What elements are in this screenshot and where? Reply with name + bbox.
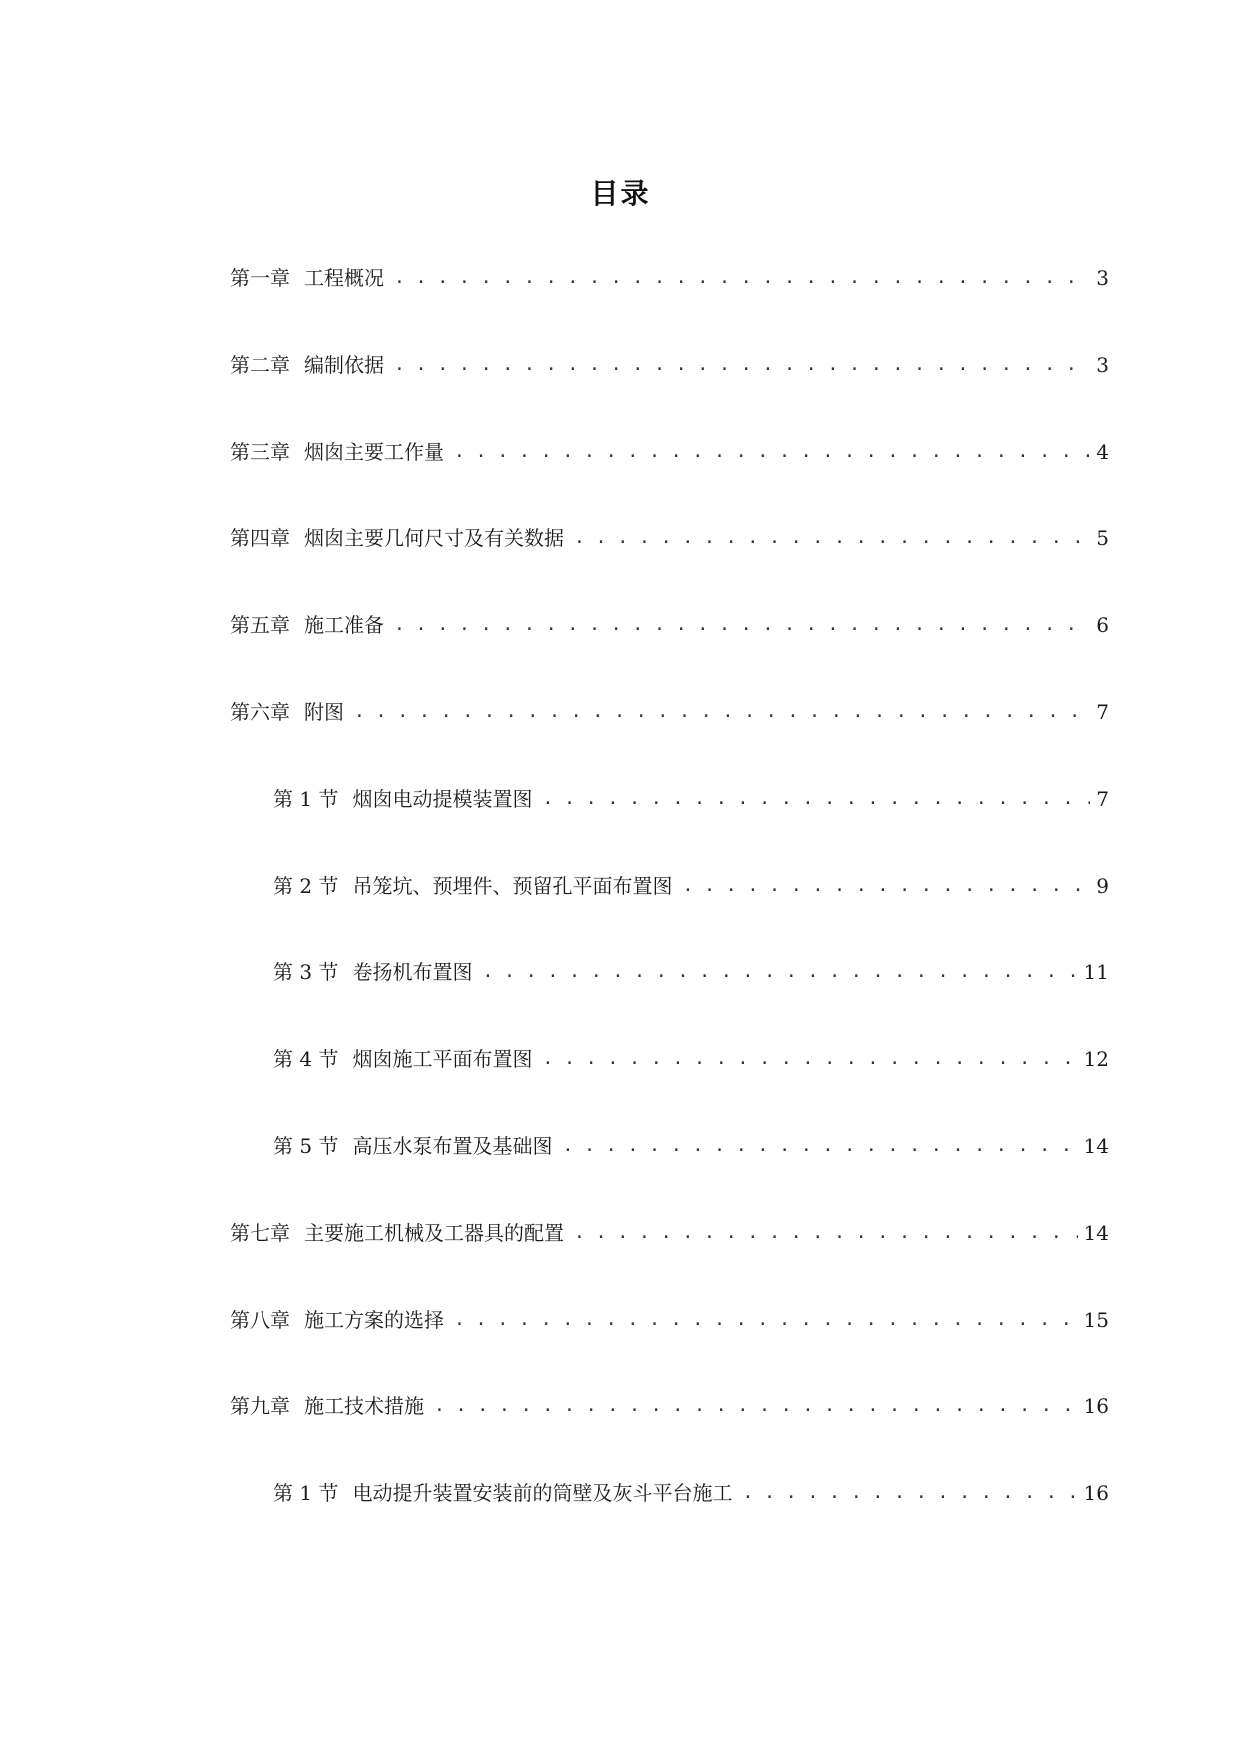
toc-entry-number: 第 5 节 — [273, 1133, 339, 1158]
toc-entry[interactable] — [0, 783, 1241, 870]
toc-entry-number: 第九章 — [230, 1394, 290, 1419]
toc-entry-text: 烟囱施工平面布置图 — [352, 1047, 533, 1072]
toc-entry-page: 14 — [1083, 1133, 1109, 1158]
toc-entry-text: 烟囱主要几何尺寸及有关数据 — [304, 526, 564, 551]
toc-entry[interactable] — [0, 1043, 1241, 1130]
toc-entry-page: 16 — [1083, 1394, 1109, 1419]
toc-entry-page: 9 — [1096, 873, 1109, 898]
toc-entry-page: 14 — [1083, 1220, 1109, 1245]
toc-entry[interactable] — [0, 1477, 1241, 1564]
dot-leader — [574, 1217, 1078, 1249]
toc-entry-text: 烟囱主要工作量 — [304, 439, 444, 464]
toc-list — [0, 262, 1241, 1564]
toc-entry-number: 第六章 — [230, 699, 290, 724]
toc-entry-text: 施工方案的选择 — [304, 1307, 444, 1332]
toc-entry-page: 3 — [1096, 352, 1109, 377]
toc-entry-page: 5 — [1096, 526, 1109, 551]
toc-entry[interactable] — [0, 349, 1241, 436]
dot-leader — [394, 262, 1090, 294]
dot-leader — [542, 783, 1090, 815]
toc-entry-number: 第四章 — [230, 526, 290, 551]
dot-leader — [482, 956, 1077, 988]
toc-entry[interactable] — [0, 1217, 1241, 1304]
toc-entry-number: 第三章 — [230, 439, 290, 464]
toc-entry-number: 第一章 — [230, 266, 290, 290]
toc-title: 目录 — [590, 177, 651, 210]
dot-leader — [454, 436, 1090, 468]
toc-entry-number: 第八章 — [230, 1307, 290, 1332]
toc-entry[interactable] — [0, 1304, 1241, 1391]
dot-leader — [682, 870, 1090, 902]
toc-entry-text: 施工技术措施 — [304, 1394, 424, 1419]
dot-leader — [354, 696, 1090, 728]
toc-entry-page: 6 — [1096, 613, 1109, 638]
toc-entry[interactable] — [0, 609, 1241, 696]
toc-entry-text: 电动提升装置安装前的筒壁及灰斗平台施工 — [352, 1481, 733, 1506]
toc-entry[interactable] — [0, 1130, 1241, 1217]
toc-entry-page: 4 — [1096, 439, 1109, 464]
toc-entry[interactable] — [0, 1390, 1241, 1477]
toc-entry-text: 烟囱电动提模装置图 — [352, 786, 533, 811]
dot-leader — [742, 1477, 1077, 1509]
toc-entry-text: 吊笼坑、预埋件、预留孔平面布置图 — [352, 873, 673, 898]
dot-leader — [394, 349, 1090, 381]
dot-leader — [394, 609, 1090, 641]
toc-entry-page: 7 — [1096, 699, 1109, 724]
toc-entry-text: 高压水泵布置及基础图 — [352, 1133, 553, 1158]
toc-entry-page: 7 — [1096, 786, 1109, 811]
toc-entry-number: 第七章 — [230, 1220, 290, 1245]
dot-leader — [454, 1304, 1078, 1336]
dot-leader — [574, 522, 1090, 554]
toc-entry-number: 第 1 节 — [273, 1481, 339, 1506]
toc-entry-text: 主要施工机械及工器具的配置 — [304, 1220, 564, 1245]
toc-entry-number: 第 1 节 — [273, 786, 339, 811]
toc-entry-page: 3 — [1096, 266, 1109, 290]
toc-entry-number: 第 4 节 — [273, 1047, 339, 1072]
dot-leader — [542, 1043, 1077, 1075]
toc-entry-text: 附图 — [304, 699, 344, 724]
toc-entry-page: 16 — [1083, 1481, 1109, 1506]
toc-entry-page: 11 — [1083, 960, 1109, 985]
toc-entry[interactable] — [0, 696, 1241, 783]
toc-entry[interactable] — [0, 522, 1241, 609]
toc-entry-page: 12 — [1083, 1047, 1109, 1072]
toc-entry[interactable] — [0, 870, 1241, 957]
toc-entry-number: 第五章 — [230, 613, 290, 638]
toc-entry-text: 卷扬机布置图 — [352, 960, 473, 985]
toc-entry-number: 第 3 节 — [273, 960, 339, 985]
toc-entry-number: 第 2 节 — [273, 873, 339, 898]
toc-entry-text: 施工准备 — [304, 613, 384, 638]
dot-leader — [562, 1130, 1077, 1162]
toc-entry[interactable] — [0, 262, 1241, 349]
toc-entry-page: 15 — [1083, 1307, 1109, 1332]
dot-leader — [434, 1390, 1078, 1422]
toc-entry-number: 第二章 — [230, 352, 290, 377]
toc-entry[interactable] — [0, 436, 1241, 523]
toc-entry-text: 编制依据 — [304, 352, 384, 377]
toc-entry-text: 工程概况 — [304, 266, 384, 290]
toc-entry[interactable] — [0, 956, 1241, 1043]
